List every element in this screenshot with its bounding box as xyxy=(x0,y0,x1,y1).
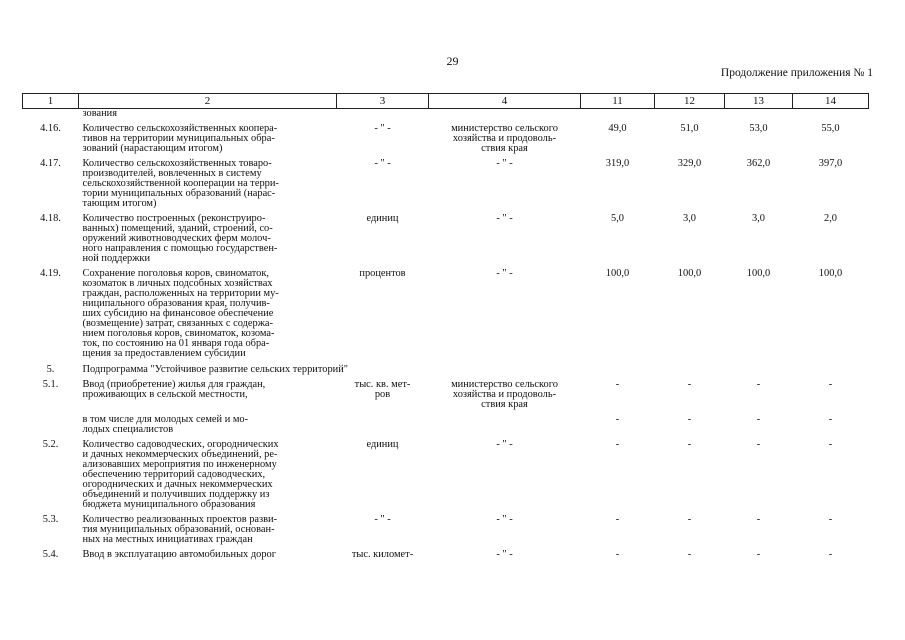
section-row xyxy=(23,359,869,375)
indicator-name: Ввод в эксплуатацию автомобильных дорог xyxy=(82,549,276,560)
value-col-13: - xyxy=(756,549,761,560)
column-header: 2 xyxy=(79,94,337,109)
value-col-13: 53,0 xyxy=(749,123,768,134)
value-col-12: - xyxy=(687,414,692,425)
column-header: 13 xyxy=(725,94,793,109)
value-col-14: - xyxy=(828,439,833,450)
value-col-11: 100,0 xyxy=(605,268,630,279)
responsible-body: министерство сельского хозяйства и продоволь- ствия края xyxy=(451,123,558,154)
row-number: 4.18. xyxy=(40,213,61,224)
unit-of-measure: тыс. кв. мет- ров xyxy=(354,379,411,400)
value-col-13: 3,0 xyxy=(752,213,765,224)
row-number: 5.1. xyxy=(42,379,59,390)
unit-of-measure: - " - xyxy=(374,514,391,525)
row-number: 4.19. xyxy=(40,268,61,279)
value-col-11: - xyxy=(615,549,620,560)
unit-of-measure: - " - xyxy=(374,123,391,134)
table-row xyxy=(23,209,869,264)
unit-of-measure: процентов xyxy=(359,268,406,279)
value-col-13: - xyxy=(756,439,761,450)
value-col-12: - xyxy=(687,514,692,525)
indicator-name: Количество садоводческих, огороднических и дачных некоммерческих объединений, ре- ализовавших мероприятия по инженерному обеспечению территорий садоводческих, огороднических и дачных некоммерческих объединений и получивших поддержку из бюджета муниципального образования xyxy=(82,439,279,510)
value-col-11: 5,0 xyxy=(611,213,624,224)
responsible-body: - " - xyxy=(496,549,513,560)
value-col-12: 3,0 xyxy=(683,213,696,224)
value-col-14: 55,0 xyxy=(821,123,840,134)
responsible-body: - " - xyxy=(496,514,513,525)
carryover-row xyxy=(23,109,869,120)
value-col-13: - xyxy=(756,414,761,425)
value-col-12: 329,0 xyxy=(677,158,702,169)
column-header: 3 xyxy=(337,94,429,109)
column-header: 11 xyxy=(581,94,655,109)
table-row xyxy=(23,119,869,154)
column-header: 14 xyxy=(793,94,869,109)
value-col-14: - xyxy=(828,414,833,425)
value-col-14: 397,0 xyxy=(818,158,843,169)
value-col-14: 100,0 xyxy=(818,268,843,279)
indicator-name: Количество реализованных проектов разви- тия муниципальных образований, основан- ных на местных инициативах граждан xyxy=(82,514,278,545)
carryover-text: зования xyxy=(82,108,118,119)
unit-of-measure: - " - xyxy=(374,158,391,169)
row-number: 5.3. xyxy=(42,514,59,525)
unit-of-measure: тыс. километ- xyxy=(351,549,414,560)
row-number: 4.17. xyxy=(40,158,61,169)
value-col-14: - xyxy=(828,379,833,390)
row-number xyxy=(23,410,79,435)
indicator-name: в том числе для молодых семей и мо- лодых специалистов xyxy=(82,414,249,435)
value-col-12: - xyxy=(687,439,692,450)
value-col-11: - xyxy=(615,439,620,450)
table-row xyxy=(23,545,869,560)
value-col-11: 49,0 xyxy=(608,123,627,134)
indicators-table xyxy=(22,93,869,560)
column-header: 1 xyxy=(23,94,79,109)
column-header: 4 xyxy=(429,94,581,109)
value-col-11: - xyxy=(615,379,620,390)
responsible-body: - " - xyxy=(496,268,513,279)
value-col-13: - xyxy=(756,514,761,525)
row-number: 5.4. xyxy=(42,549,59,560)
responsible-body: - " - xyxy=(496,213,513,224)
table-row xyxy=(23,375,869,410)
section-title: Подпрограмма "Устойчивое развитие сельских территорий" xyxy=(82,364,349,375)
value-col-13: 100,0 xyxy=(746,268,771,279)
indicator-name: Сохранение поголовья коров, свиноматок, козоматок в личных подсобных хозяйствах граждан, расположенных на территории му- ниципального образования края, получив- ших субсидию на финансовое обеспечение (возмещение) затрат, связанных с содержа- нием поголовья коров, свиноматок, козома- ток, по состоянию на 01 января года обра- щения за предоставлением субсидии xyxy=(82,268,279,359)
unit-of-measure: единиц xyxy=(366,439,399,450)
responsible-body: - " - xyxy=(496,439,513,450)
value-col-12: 51,0 xyxy=(680,123,699,134)
continuation-label: Продолжение приложения № 1 xyxy=(720,67,873,79)
indicator-name: Ввод (приобретение) жилья для граждан, проживающих в сельской местности, xyxy=(82,379,266,400)
table-row xyxy=(23,410,869,435)
value-col-11: - xyxy=(615,514,620,525)
responsible-body: - " - xyxy=(496,158,513,169)
column-header-row xyxy=(23,94,869,109)
section-number: 5. xyxy=(46,364,55,375)
unit-of-measure xyxy=(337,410,429,435)
row-number: 5.2. xyxy=(42,439,59,450)
value-col-12: - xyxy=(687,549,692,560)
table-row xyxy=(23,435,869,510)
responsible-body xyxy=(429,410,581,435)
value-col-12: - xyxy=(687,379,692,390)
indicator-name: Количество сельскохозяйственных коопера- тивов на территории муниципальных обра- зований (нарастающим итогом) xyxy=(82,123,278,154)
value-col-14: - xyxy=(828,514,833,525)
value-col-13: 362,0 xyxy=(746,158,771,169)
indicator-name: Количество построенных (реконструиро- ванных) помещений, зданий, строений, со- оружений животноводческих ферм молоч- ного направления с помощью государствен- ной поддержки xyxy=(82,213,278,264)
page-number: 29 xyxy=(446,54,459,68)
row-number: 4.16. xyxy=(40,123,61,134)
value-col-11: 319,0 xyxy=(605,158,630,169)
value-col-11: - xyxy=(615,414,620,425)
unit-of-measure: единиц xyxy=(366,213,399,224)
value-col-12: 100,0 xyxy=(677,268,702,279)
table-row xyxy=(23,154,869,209)
indicator-name: Количество сельскохозяйственных товаро- производителей, вовлеченных в систему сельскохозяйственной кооперации на терри- тории муниципальных образований (нарас- тающим итогом) xyxy=(82,158,279,209)
value-col-14: 2,0 xyxy=(824,213,837,224)
responsible-body: министерство сельского хозяйства и продоволь- ствия края xyxy=(451,379,558,410)
value-col-13: - xyxy=(756,379,761,390)
value-col-14: - xyxy=(828,549,833,560)
table-row xyxy=(23,264,869,359)
column-header: 12 xyxy=(655,94,725,109)
table-row xyxy=(23,510,869,545)
